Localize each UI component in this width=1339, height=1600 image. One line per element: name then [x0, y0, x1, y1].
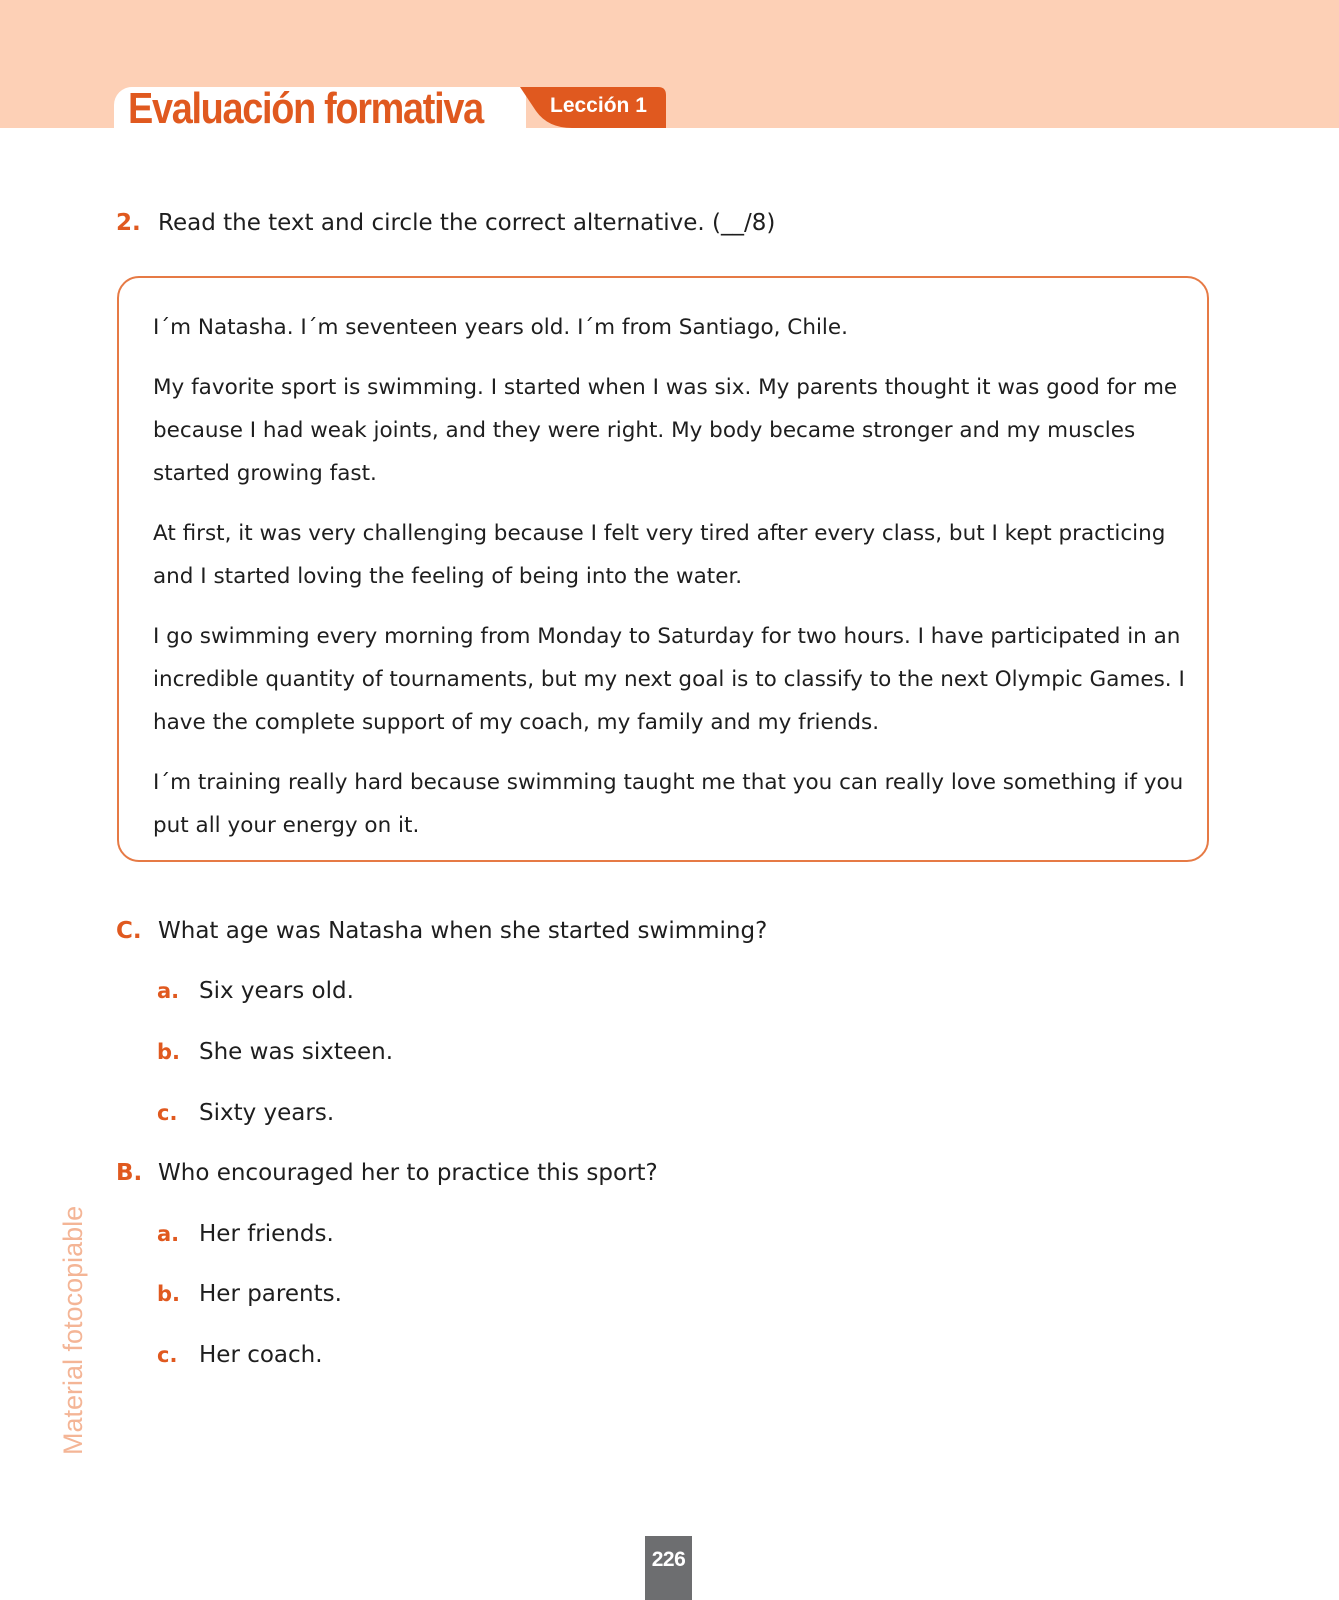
lesson-label: Lección 1 — [550, 94, 647, 117]
option-letter: a. — [157, 1222, 180, 1246]
option-text: Her coach. — [199, 1342, 323, 1368]
option-letter: b. — [157, 1282, 181, 1306]
question-b-option-b[interactable] — [157, 1281, 342, 1307]
option-text: Sixty years. — [199, 1100, 335, 1126]
reading-text-box — [117, 276, 1209, 862]
reading-paragraph: I´m Natasha. I´m seventeen years old. I´m from Santiago, Chile. — [153, 315, 848, 340]
photocopiable-label: Material fotocopiable — [58, 1205, 88, 1455]
option-letter: c. — [157, 1343, 178, 1367]
question-text: Who encouraged her to practice this sport? — [158, 1160, 658, 1186]
exercise-instruction — [116, 210, 775, 236]
option-text: Her parents. — [199, 1281, 342, 1307]
question-c-option-c[interactable] — [157, 1100, 334, 1126]
question-c-option-a[interactable] — [157, 978, 354, 1004]
question-b-option-a[interactable] — [157, 1221, 334, 1247]
option-letter: b. — [157, 1040, 181, 1064]
question-c — [116, 918, 767, 944]
exercise-number: 2. — [116, 210, 141, 236]
question-c-option-b[interactable] — [157, 1039, 393, 1065]
option-text: She was sixteen. — [199, 1039, 394, 1065]
question-letter: B. — [116, 1160, 143, 1186]
option-text: Her friends. — [199, 1221, 334, 1247]
option-letter: a. — [157, 979, 180, 1003]
reading-paragraph: I´m training really hard because swimming taught me that you can really love something if you put all your energy on it. — [153, 770, 1184, 838]
option-letter: c. — [157, 1101, 178, 1125]
instruction-text: Read the text and circle the correct alternative. (__/8) — [158, 210, 776, 236]
reading-paragraph: At first, it was very challenging because I felt very tired after every class, but I kept practicing and I started loving the feeling of being into the water. — [153, 521, 1166, 589]
option-text: Six years old. — [199, 978, 354, 1004]
reading-paragraph: I go swimming every morning from Monday to Saturday for two hours. I have participated in an incredible quantity of tournaments, but my next goal is to classify to the next Olympic Games. I have the complete support of my coach, my family and my friends. — [153, 624, 1185, 735]
question-b-option-c[interactable] — [157, 1342, 323, 1368]
question-b — [116, 1160, 658, 1186]
page-title: Evaluación formativa — [128, 84, 483, 133]
question-text: What age was Natasha when she started swimming? — [158, 918, 768, 944]
reading-paragraph: My favorite sport is swimming. I started when I was six. My parents thought it was good for me because I had weak joints, and they were right. My body became stronger and my muscles started growing fast. — [153, 375, 1178, 486]
question-letter: C. — [116, 918, 142, 944]
page-number: 226 — [645, 1536, 692, 1600]
